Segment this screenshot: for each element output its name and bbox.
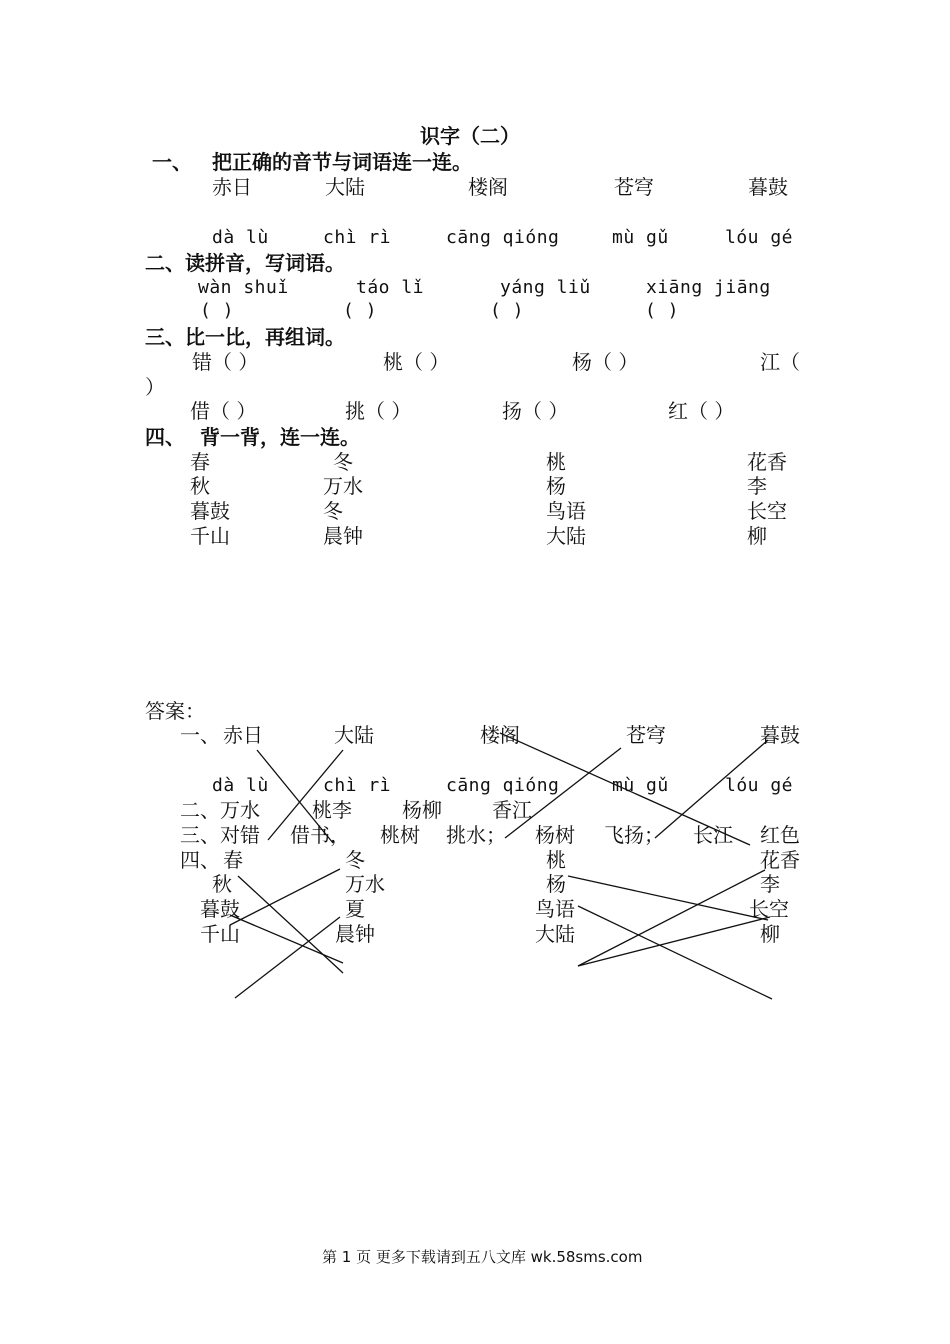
answer4-col4-item: 花香 <box>760 848 800 872</box>
q4-col2-item: 晨钟 <box>323 524 363 548</box>
q4-col3-item: 桃 <box>546 450 566 474</box>
answer1-pinyin: lóu gé <box>725 775 794 796</box>
q4-col3-item: 大陆 <box>546 524 586 548</box>
answer4-col2-item: 夏 <box>345 897 365 921</box>
match-line-chiri <box>257 750 333 843</box>
q1-heading: 把正确的音节与词语连一连。 <box>212 150 472 174</box>
q4-col2-item: 冬 <box>323 499 343 523</box>
answer4-col4-item: 李 <box>760 872 780 896</box>
answer3-item: 飞扬； <box>604 823 664 847</box>
q4-col4-item: 李 <box>747 474 767 498</box>
page-title: 识字（二） <box>420 124 520 148</box>
answer1-pinyin: chì rì <box>323 775 392 796</box>
answer4-col3-item: 桃 <box>546 848 566 872</box>
q4-col2-item: 冬 <box>333 450 353 474</box>
q4-col2-item: 万水 <box>323 474 363 498</box>
answer1-word: 苍穹 <box>626 723 666 747</box>
answer1-pinyin: mù gǔ <box>612 775 669 796</box>
answer4-number: 四、 <box>180 848 220 872</box>
q2-blank: ( ) <box>343 300 378 321</box>
q2-pinyin: wàn shuǐ <box>198 277 289 298</box>
match-line-qiu-dong <box>230 869 340 925</box>
answer4-col3-item: 鸟语 <box>535 897 575 921</box>
answer1-word: 大陆 <box>334 723 374 747</box>
q1-pinyin: dà lù <box>212 227 269 248</box>
q2-heading: 二、读拼音，写词语。 <box>145 251 345 275</box>
q3-item: 红（ ） <box>668 399 735 423</box>
q4-col3-item: 鸟语 <box>546 499 586 523</box>
answer2-item: 二、万水 <box>180 798 260 822</box>
answers-label: 答案： <box>145 699 205 723</box>
q1-heading-number: 一、 <box>152 150 192 174</box>
match-line-yang-liu <box>578 906 772 999</box>
q1-word: 大陆 <box>325 175 365 199</box>
page-footer: 第 1 页 更多下载请到五八文库 wk.58sms.com <box>322 1248 643 1266</box>
q3-item: 杨（ ） <box>572 350 639 374</box>
answer1-word: 暮鼓 <box>760 723 800 747</box>
answer4-col2-item: 冬 <box>345 848 365 872</box>
answer2-item: 杨柳 <box>402 798 442 822</box>
answer2-item: 香江 <box>492 798 532 822</box>
answer4-col4-item: 长空 <box>749 897 789 921</box>
answer4-col1-item: 春 <box>223 848 243 872</box>
answer3-item: 挑水； <box>446 823 506 847</box>
answer3-item: 借书， <box>290 823 350 847</box>
answer4-col1-item: 秋 <box>212 872 232 896</box>
q1-pinyin: mù gǔ <box>612 227 669 248</box>
answer4-col1-item: 千山 <box>200 922 240 946</box>
answer3-item: 三、对错 <box>180 823 260 847</box>
q4-col3-item: 杨 <box>546 474 566 498</box>
q2-blank: ( ) <box>490 300 525 321</box>
match-line-dalu <box>268 750 343 840</box>
q1-word: 赤日 <box>212 175 252 199</box>
q3-item: 借（ ） <box>190 399 257 423</box>
q1-pinyin: cāng qióng <box>446 227 560 248</box>
q2-pinyin: táo lǐ <box>356 277 425 298</box>
q3-wrap-paren: ） <box>145 375 165 399</box>
q2-blank: ( ) <box>645 300 680 321</box>
answer3-item: 红色 <box>760 823 800 847</box>
answer1-word: 赤日 <box>223 723 263 747</box>
answer3-item: 桃树 <box>380 823 420 847</box>
answer4-col2-item: 晨钟 <box>335 922 375 946</box>
match-line-louge <box>500 733 750 845</box>
q3-item: 桃（ ） <box>383 350 450 374</box>
q4-col1-item: 春 <box>190 450 210 474</box>
answer4-col3-item: 杨 <box>546 872 566 896</box>
q3-heading: 三、比一比，再组词。 <box>145 325 345 349</box>
q2-pinyin: yáng liǔ <box>500 277 591 298</box>
answer1-word: 楼阁 <box>480 723 520 747</box>
match-line-tao-li <box>568 876 768 920</box>
match-line-mugu <box>655 740 768 838</box>
answer4-col2-item: 万水 <box>345 872 385 896</box>
match-line-mugu-chenzhong <box>230 915 343 963</box>
q3-item: 挑（ ） <box>345 399 412 423</box>
answer4-col1-item: 暮鼓 <box>200 897 240 921</box>
match-line-qianshan-wanshui <box>235 917 340 998</box>
q1-word: 暮鼓 <box>748 175 788 199</box>
match-line-dalu-changkong <box>578 917 770 966</box>
q1-pinyin: chì rì <box>323 227 392 248</box>
answer2-item: 桃李 <box>312 798 352 822</box>
q4-col4-item: 花香 <box>747 450 787 474</box>
answer4-col4-item: 柳 <box>760 922 780 946</box>
answer1-pinyin: dà lù <box>212 775 269 796</box>
q4-col4-item: 长空 <box>747 499 787 523</box>
q4-heading-number: 四、 <box>145 425 185 449</box>
answer4-col3-item: 大陆 <box>535 922 575 946</box>
q3-item: 扬（ ） <box>502 399 569 423</box>
q2-blank: ( ) <box>200 300 235 321</box>
q1-pinyin: lóu gé <box>725 227 794 248</box>
q4-heading: 背一背，连一连。 <box>200 425 360 449</box>
q3-item: 错（ ） <box>192 350 259 374</box>
q4-col1-item: 秋 <box>190 474 210 498</box>
q4-col1-item: 暮鼓 <box>190 499 230 523</box>
q2-pinyin: xiāng jiāng <box>646 277 771 298</box>
q1-word: 楼阁 <box>468 175 508 199</box>
answer3-item: 杨树 <box>535 823 575 847</box>
answer1-pinyin: cāng qióng <box>446 775 560 796</box>
q3-item: 江（ <box>760 350 800 374</box>
q1-word: 苍穹 <box>614 175 654 199</box>
q4-col1-item: 千山 <box>190 524 230 548</box>
answer3-item: 长江 <box>693 823 733 847</box>
q4-col4-item: 柳 <box>747 524 767 548</box>
answer1-number: 一、 <box>180 723 220 747</box>
